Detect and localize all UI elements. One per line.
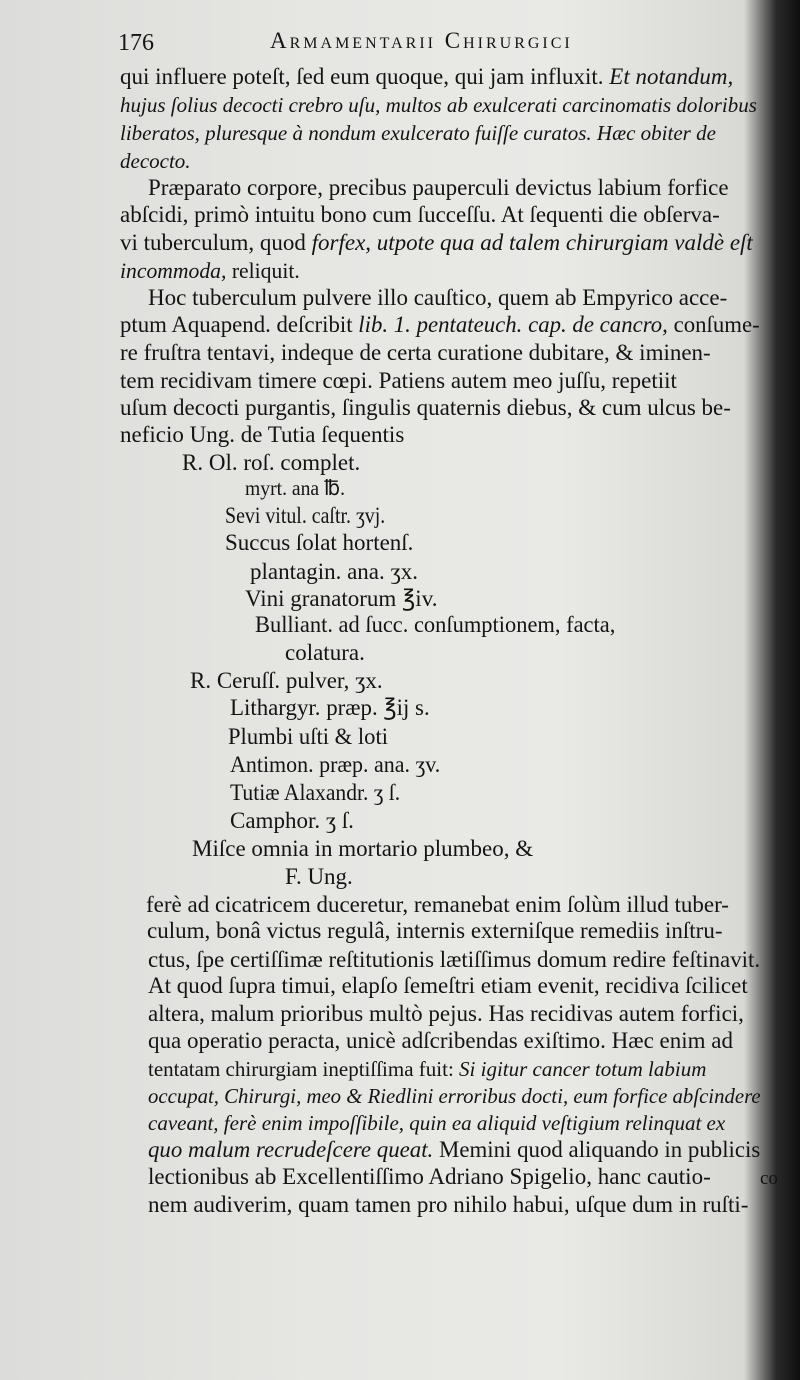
text-run: ferè ad cicatricem duceretur, remanebat enim ſolùm illud tuber- [146, 892, 729, 917]
text-run: neficio Ung. de Tutia ſequentis [120, 422, 405, 447]
text-run: uſum decocti purgantis, ſingulis quaternis diebus, & cum ulcus be- [120, 395, 731, 420]
italic-run: Et notandum, [609, 64, 734, 89]
italic-run: lib. 1. pentateuch. cap. de cancro, [358, 312, 668, 337]
text-run: lectionibus ab Excellentiſſimo Adriano Spigelio, hanc cautio- [148, 1164, 711, 1189]
text-line [148, 1108, 725, 1138]
text-run: Præparato corpore, precibus pauperculi devictus labium forfice [148, 175, 729, 200]
text-run: re fruſtra tentavi, indeque de certa curatione dubitare, & iminen- [120, 340, 711, 365]
text-run: qua operatio peracta, unicè adſcribendas exiſtimo. Hæc enim ad [148, 1028, 733, 1053]
italic-run: decocto. [120, 149, 191, 173]
text-line [120, 366, 677, 396]
text-line [148, 283, 727, 313]
text-line [228, 722, 388, 752]
italic-run: liberatos, pluresque à nondum exulcerato fuiſſe curatos. Hæc obiter de [120, 121, 716, 145]
text-line [225, 501, 385, 531]
text-run: Memini quod aliquando in publicis [433, 1137, 761, 1162]
text-run: reliquit. [226, 258, 300, 283]
text-line [148, 971, 748, 1001]
text-run: Miſce omnia in mortario plumbeo, & [192, 836, 534, 861]
text-run: Sevi vitul. caſtr. ʒvj. [225, 503, 386, 528]
text-line [120, 146, 191, 176]
text-line [250, 557, 418, 587]
text-run: Succus ſolat hortenſ. [225, 530, 414, 555]
text-run: Camphor. ʒ ſ. [230, 808, 354, 833]
text-line [120, 338, 711, 368]
text-run: Bulliant. ad ſucc. conſumptionem, facta, [255, 612, 616, 637]
catchword: co [760, 1168, 778, 1189]
text-run: ctus, ſpe certiſſimæ reſtitutionis lætiſſimus domum redire feſtinavit. [148, 947, 761, 972]
page-number: 176 [118, 30, 154, 56]
text-run: nem audiverim, quam tamen pro nihilo habui, uſque dum in ruſti- [148, 1192, 749, 1217]
text-line [148, 1162, 711, 1192]
text-line [120, 90, 757, 120]
text-line [120, 62, 733, 92]
text-line [148, 1081, 761, 1111]
text-line [148, 1135, 760, 1165]
text-run: Antimon. præp. ana. ʒv. [230, 752, 441, 777]
text-run: altera, malum prioribus multò pejus. Has recidivas autem forfici, [148, 1001, 744, 1026]
text-line [255, 610, 615, 640]
text-line [192, 834, 533, 864]
italic-run: occupat, Chirurgi, meo & Riedlini erroribus docti, eum forfice abſcindere [148, 1084, 761, 1108]
text-line [285, 638, 365, 668]
italic-run: forfex, utpote qua ad talem chirurgiam valdè eſt [311, 230, 753, 255]
text-run: culum, bonâ victus regulâ, internis externiſque remediis inſtru- [147, 918, 723, 943]
italic-run: quo malum recrudeſcere queat. [148, 1137, 434, 1162]
text-line [148, 173, 729, 203]
italic-run: incommoda, [120, 258, 227, 283]
text-run: plantagin. ana. ʒx. [250, 559, 418, 584]
text-run: Lithargyr. præp. ℥ij s. [230, 695, 430, 720]
text-run: Hoc tuberculum pulvere illo cauſtico, quem ab Empyrico acce- [148, 285, 728, 310]
text-line [190, 666, 383, 696]
text-run: tentatam chirurgiam ineptiſſima fuit: [148, 1057, 460, 1081]
text-line [148, 1190, 748, 1220]
italic-run: Si igitur cancer totum labium [459, 1057, 707, 1081]
text-line [120, 310, 760, 340]
text-run: conſume- [667, 312, 760, 337]
text-run: vi tuberculum, quod [120, 230, 312, 255]
italic-run: hujus ſolius decocti crebro uſu, multos ab exulcerati carcinomatis doloribus [120, 93, 757, 117]
text-run: abſcidi, primò intuitu bono cum ſucceſſu. At ſequenti die obſerva- [120, 202, 720, 227]
text-run: Plumbi uſti & loti [228, 724, 389, 749]
text-run: colatura. [285, 640, 365, 665]
text-run: Vini granatorum ℥iv. [245, 586, 438, 611]
text-line [230, 806, 354, 836]
text-line [245, 473, 345, 503]
text-line [120, 393, 731, 423]
text-run: Tutiæ Alaxandr. ʒ ſ. [230, 780, 401, 805]
text-line [147, 916, 722, 946]
text-line [148, 1026, 733, 1056]
text-line [120, 420, 404, 450]
text-line [230, 693, 430, 723]
running-title: Armamentarii Chirurgici [270, 28, 573, 53]
text-line [225, 528, 413, 558]
text-run: ptum Aquapend. deſcribit [120, 312, 359, 337]
text-line [120, 200, 720, 230]
text-run: tem recidivam timere cœpi. Patiens autem meo juſſu, repetiit [120, 368, 677, 393]
text-line [285, 862, 353, 892]
text-line [120, 256, 300, 286]
text-line [230, 750, 440, 780]
text-line [148, 1054, 706, 1084]
italic-run: caveant, ferè enim impoſſibile, quin ea aliquid veſtigium relinquat ex [148, 1111, 726, 1135]
text-run: At quod ſupra timui, elapſo ſemeſtri etiam evenit, recidiva ſcilicet [148, 973, 748, 998]
text-line [120, 118, 716, 148]
text-run: R. Ceruſſ. pulver, ʒx. [190, 668, 383, 693]
text-line [120, 228, 753, 258]
text-run: R. Ol. roſ. complet. [182, 450, 361, 475]
text-run: qui influere poteſt, ſed eum quoque, qui jam influxit. [120, 64, 610, 89]
text-run: F. Ung. [285, 864, 353, 889]
text-line [230, 778, 400, 808]
text-run: myrt. ana ℔. [245, 476, 346, 500]
text-line [148, 999, 744, 1029]
